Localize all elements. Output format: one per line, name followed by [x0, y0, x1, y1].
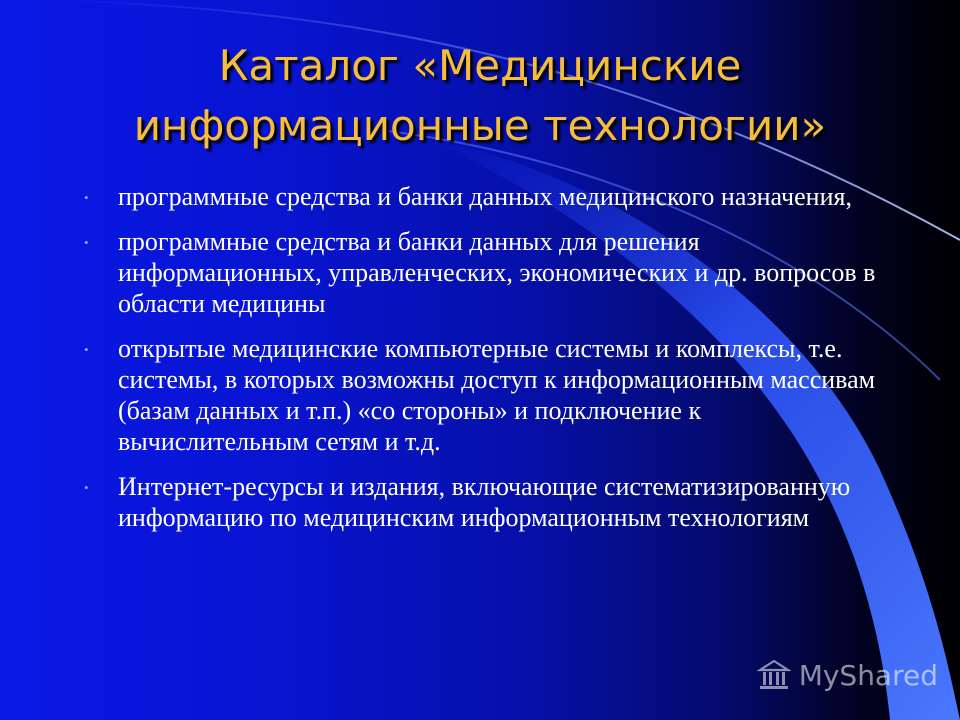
bullet-text: открытые медицинские компьютерные системы и комплексы, т.е. системы, в которых возможны доступ к информационным массивам (базам данных и т.п.) «со стороны» и подключение к вычислительным сетям и т.д. — [118, 334, 876, 456]
list-item — [84, 181, 884, 212]
bullet-text: программные средства и банки данных медицинского назначения, — [118, 182, 852, 211]
watermark-text: MyShared — [798, 658, 938, 692]
bullet-text: программные средства и банки данных для решения информационных, управленческих, экономических и др. вопросов в области медицины — [118, 227, 876, 318]
watermark — [757, 658, 938, 692]
building-columns-icon — [757, 658, 791, 692]
slide-title: Каталог «Медицинские информационные технологии» — [133, 41, 827, 150]
bullet-list — [84, 181, 884, 547]
bullet-icon: • — [84, 190, 89, 205]
bullet-text: Интернет-ресурсы и издания, включающие систематизированную информацию по медицинским информационным технологиям — [118, 472, 851, 532]
bullet-icon: • — [84, 342, 89, 357]
list-item — [84, 226, 884, 319]
bullet-icon: • — [84, 480, 89, 495]
list-item — [84, 471, 884, 533]
list-item — [84, 333, 884, 457]
bullet-icon: • — [84, 235, 89, 250]
